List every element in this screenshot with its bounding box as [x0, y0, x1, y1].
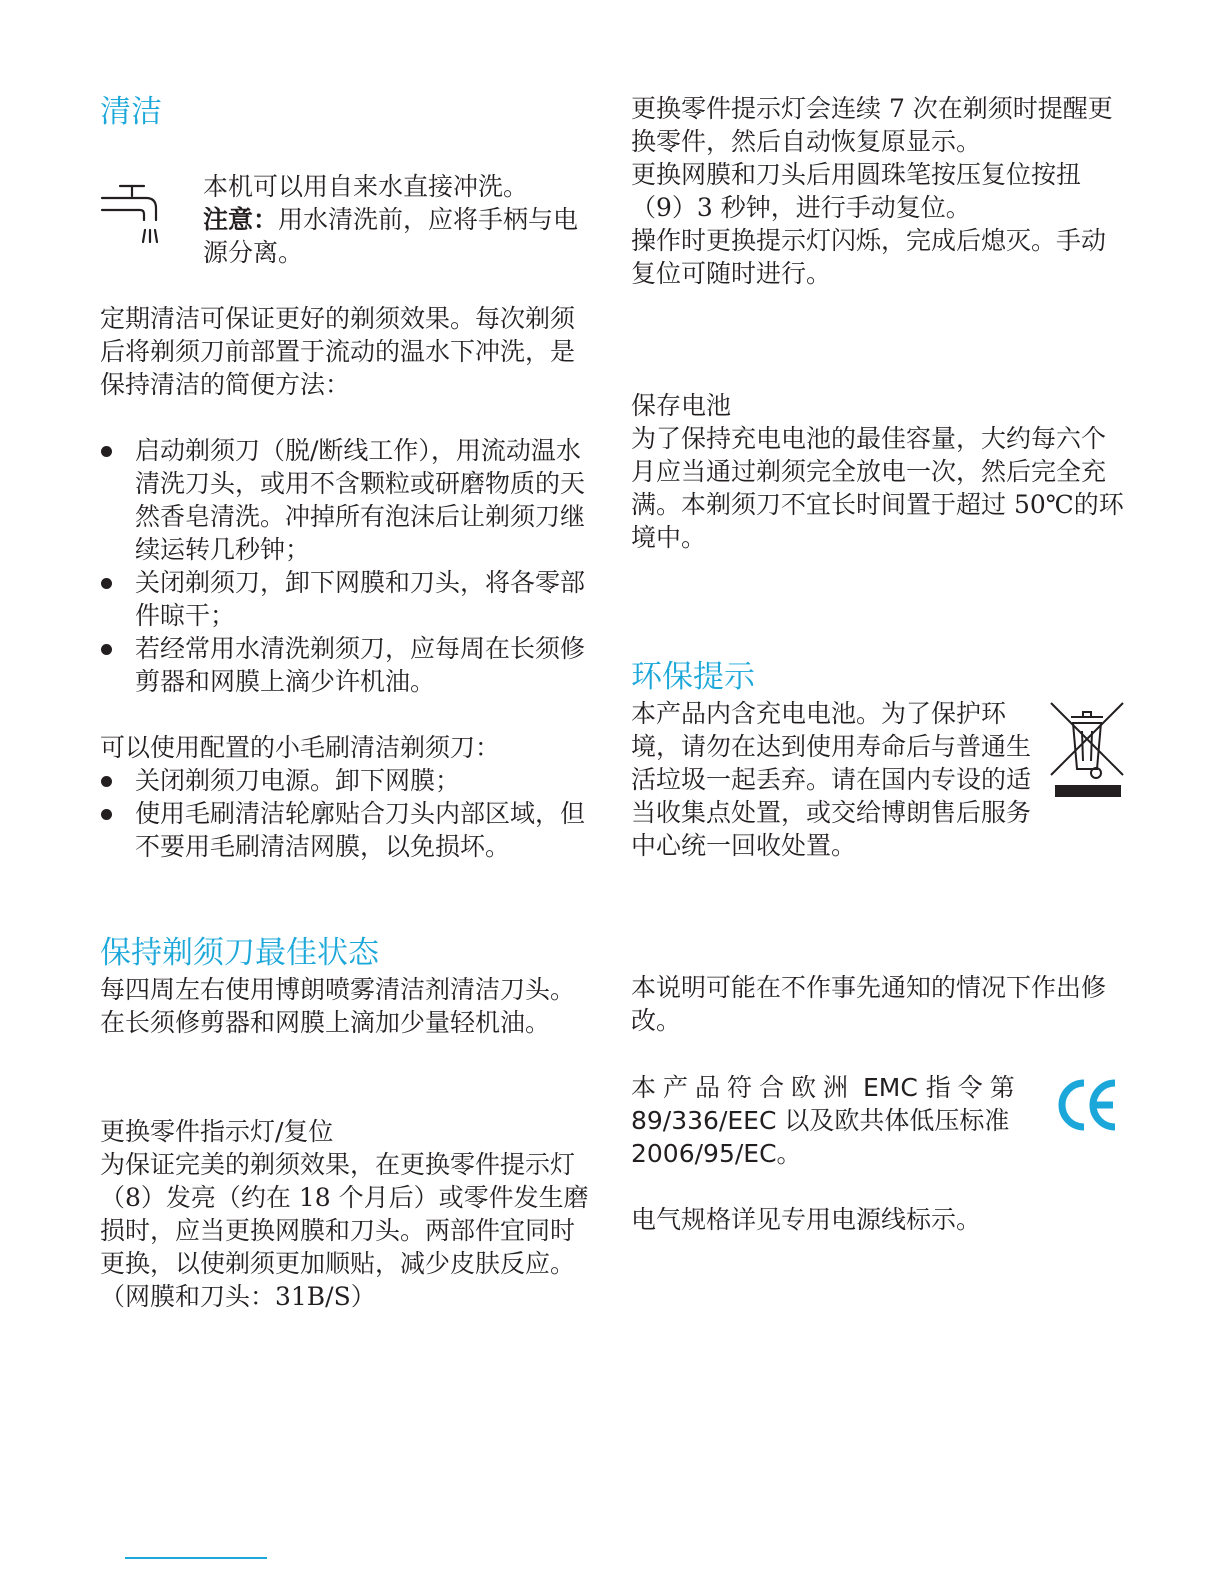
left-column [100, 92, 590, 1313]
notice-text: 本说明可能在不作事先通知的情况下作出修改。 [631, 973, 1107, 1035]
note-text: 用水清洗前，应将手柄与电源分离。 [203, 205, 579, 267]
battery-text: 为了保持充电电池的最佳容量，大约每六个月应当通过剃须完全放电一次，然后完全充满。本剃须刀不宜长时间置于超过 50℃的环境中。 [631, 424, 1124, 552]
cleaning-steps [100, 434, 590, 698]
note-paragraph [203, 203, 588, 269]
env-section [631, 697, 1127, 862]
cleaning-heading: 清洁 [100, 94, 162, 130]
crossed-bin-icon [1047, 701, 1127, 801]
tap-text [203, 170, 588, 269]
compliance-mid1: 指令第 [925, 1073, 1022, 1102]
emc-label: EMC [862, 1073, 918, 1102]
replace-text: 为保证完美的剃须效果，在更换零件提示灯（8）发亮（约在 18 个月后）或零件发生磨损时，应当更换网膜和刀头。两部件宜同时更换，以使剃须更加顺贴，减少皮肤反应。 [100, 1150, 589, 1278]
tap-line: 本机可以用自来水直接冲洗。 [203, 172, 529, 201]
list-item: 关闭剃须刀电源。卸下网膜； [100, 764, 590, 797]
env-heading: 环保提示 [631, 659, 755, 695]
compliance-mid2: 以及欧共体低压标准 [784, 1106, 1010, 1135]
tap-water-icon [100, 180, 170, 246]
replace-cont-3: 操作时更换提示灯闪烁，完成后熄灭。手动复位可随时进行。 [631, 226, 1107, 288]
replace-part: （网膜和刀头：31B/S） [100, 1282, 376, 1311]
replace-cont-2: 更换网膜和刀头后用圆珠笔按压复位按扭（9）3 秒钟，进行手动复位。 [631, 160, 1082, 222]
compliance-prefix: 本产品符合欧洲 [631, 1073, 856, 1102]
list-item: 若经常用水清洗剃须刀，应每周在长须修剪器和网膜上滴少许机油。 [100, 632, 590, 698]
list-item: 启动剃须刀（脱/断线工作），用流动温水清洗刀头，或用不含颗粒或研磨物质的天然香皂清洗。冲掉所有泡沫后让剃须刀继续运转几秒钟； [100, 434, 590, 566]
list-item: 使用毛刷清洁轮廓贴合刀头内部区域，但不要用毛刷清洁网膜，以免损坏。 [100, 797, 590, 863]
tap-note [100, 170, 590, 269]
cleaning-intro: 定期清洁可保证更好的剃须效果。每次剃须后将剃须刀前部置于流动的温水下冲洗，是保持清洁的简便方法： [100, 304, 576, 399]
list-item: 关闭剃须刀，卸下网膜和刀头，将各零部件晾干； [100, 566, 590, 632]
maintain-text: 每四周左右使用博朗喷雾清洁剂清洁刀头。在长须修剪器和网膜上滴加少量轻机油。 [100, 975, 576, 1037]
compliance-section [631, 1071, 1127, 1170]
note-label: 注意： [203, 205, 279, 234]
brush-intro: 可以使用配置的小毛刷清洁剃须刀： [100, 733, 501, 762]
directive-1: 89/336/EEC [631, 1106, 777, 1135]
right-column [631, 92, 1127, 1236]
env-text: 本产品内含充电电池。为了保护环境，请勿在达到使用寿命后与普通生活垃圾一起丢弃。请在国内专设的适当收集点处置，或交给博朗售后服务中心统一回收处置。 [631, 699, 1032, 860]
brush-steps [100, 764, 590, 863]
compliance-end: 。 [776, 1139, 802, 1168]
maintain-heading: 保持剃须刀最佳状态 [100, 935, 379, 971]
compliance-text [631, 1071, 1051, 1170]
footer-rule [125, 1557, 267, 1559]
battery-heading: 保存电池 [631, 391, 732, 420]
ce-mark-icon [1055, 1075, 1121, 1135]
directive-2: 2006/95/EC [631, 1139, 777, 1168]
spec-text: 电气规格详见专用电源线标示。 [631, 1205, 982, 1234]
replace-cont-1: 更换零件提示灯会连续 7 次在剃须时提醒更换零件，然后自动恢复原显示。 [631, 94, 1113, 156]
replace-heading: 更换零件指示灯/复位 [100, 1117, 334, 1146]
